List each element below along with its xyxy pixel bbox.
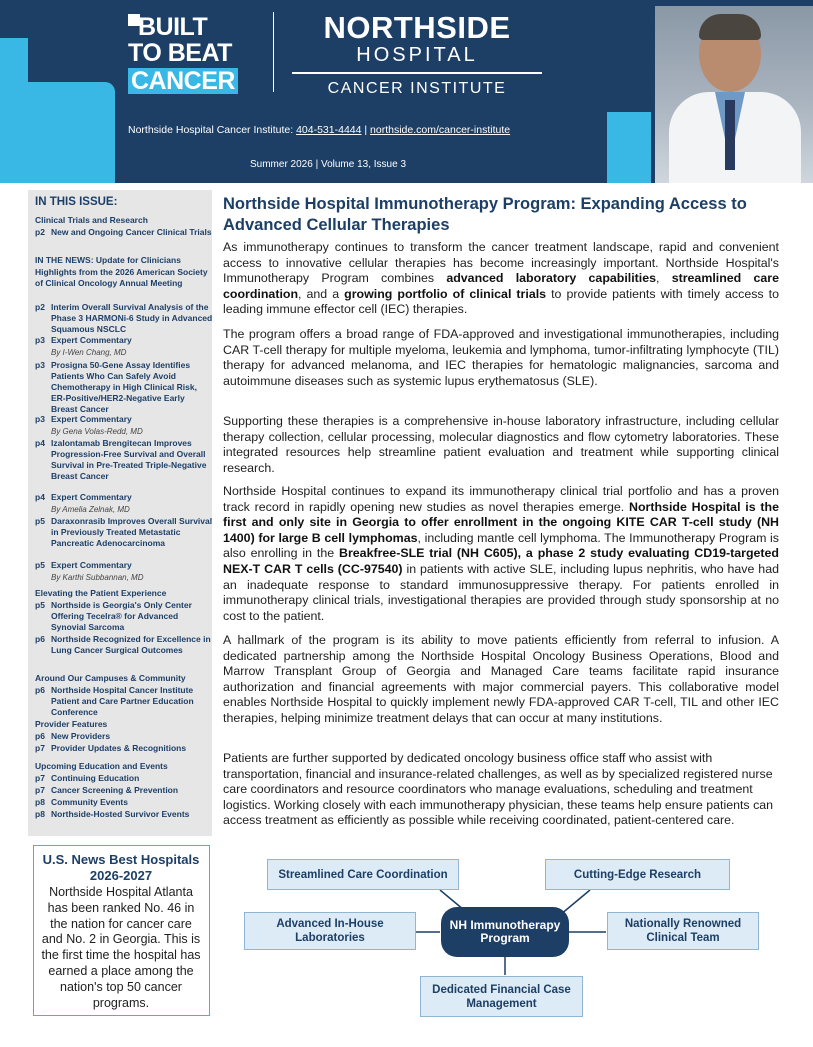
p4-text-d: in patients with active SLE, including lupus nephritis, who have had an inadequate response to standard immunosuppressive therapy. For patients enrolled in immunotherapy clinical trials, investigational therapies are provided through study sponsorship at no cost to the patient.	[223, 561, 779, 623]
item-title: Northside is Georgia's Only Center Offering Tecelra® for Advanced Synovial Sarcoma	[51, 600, 192, 632]
built-to-beat-cancer-logo	[128, 14, 238, 94]
diagram-node-streamlined-care: Streamlined Care Coordination	[267, 859, 459, 890]
page-number: p7	[35, 773, 45, 783]
p4-text-a: Northside Hospital continues to expand its immunotherapy clinical trial portfolio and has a proven track record in rapidly opening new studies as novel therapies emerge.	[223, 484, 779, 514]
brand-sub: HOSPITAL	[356, 44, 478, 66]
article-paragraph-4	[223, 484, 779, 624]
article-paragraph-1	[223, 240, 779, 318]
p4-bold-2: Breakfree-SLE trial (NH C605), a phase 2 study evaluating CD19-targeted NEX-T CAR T cells (CC-97540)	[223, 546, 779, 576]
item-author: By Karthi Subbannan, MD	[51, 573, 144, 582]
item-title: Northside Hospital Cancer Institute Patient and Care Partner Education Conference	[51, 685, 194, 717]
diagram-node-clinical-team: Nationally Renowned Clinical Team	[607, 912, 759, 950]
item-title: Expert Commentary	[51, 414, 132, 424]
accent-block-left	[0, 82, 115, 183]
item-author: By Gena Volas-Redd, MD	[51, 427, 143, 436]
p4-text-c: , including mantle cell lymphoma. The Immunotherapy Program is also enrolling in the	[223, 530, 779, 561]
sidebar-news-lead: Highlights from the 2026 American Society of Clinical Oncology Annual Meeting	[35, 267, 208, 288]
article-paragraph-2: The program offers a broad range of FDA-approved and investigational immunotherapies, including CAR T-cell therapy for multiple myeloma, leukemia and lymphoma, tumor-infiltrating lymphocyte (TIL) therapy for advanced melanoma, and IEC therapies for hematologic malignancies, sarcoma and autoimmune diseases such as systemic lupus erythematosus (SLE).	[223, 327, 779, 388]
item-title: Cancer Screening & Prevention	[51, 785, 179, 795]
item-title: New Providers	[51, 731, 111, 741]
diagram-center-program: NH Immunotherapy Program	[441, 907, 569, 957]
us-news-callout	[33, 845, 210, 1016]
item-title: Continuing Education	[51, 773, 140, 783]
sidebar-section-news: IN THE NEWS: Update for Clinicians	[35, 255, 181, 265]
brand-rule	[292, 72, 542, 74]
item-title: Provider Updates & Recognitions	[51, 743, 187, 753]
contact-line	[128, 124, 510, 136]
logo-line-3: CANCER	[128, 68, 238, 94]
article-paragraph-6: Patients are further supported by dedicated oncology business office staff who assist with transportation, financial and insurance-related challenges, as well as by specialized registered nurse care coordinators and resource coordinators who manage evaluations, scheduling and treatment logistics. Working closely with each immunotherapy physician, these teams help ensure patients can access treatment as efficiently as possible while receiving coordinated, patient-centered care.	[223, 751, 774, 828]
sidebar-section-campuses: Around Our Campuses & Community	[35, 673, 186, 683]
page-number: p6	[35, 731, 45, 741]
sidebar-section-provider: Provider Features	[35, 719, 108, 729]
page-number: p6	[35, 634, 45, 644]
article-paragraph-5: A hallmark of the program is its ability to move patients efficiently from referral to infusion. A dedicated partnership among the Northside Hospital Oncology Business Operations, Blood and Marrow Transplant Group of Georgia and Managed Care teams facilitate rapid insurance authorization and financial agreements with major commercial payers. This collaborative model enables Northside Hospital to quickly implement newly FDA-approved CAR T-cell, TIL and other IEC therapies, helping minimize treatment delays that can occur at many institutions.	[223, 633, 779, 725]
item-author: By Amelia Zelnak, MD	[51, 505, 130, 514]
page-number: p8	[35, 797, 45, 807]
page-number: p5	[35, 600, 45, 610]
doctor-photo	[655, 6, 813, 183]
page-number: p3	[35, 360, 45, 370]
item-title: Daraxonrasib Improves Overall Survival in Previously Treated Metastatic Pancreatic Adenocarcinoma	[51, 516, 213, 548]
contact-prefix: Northside Hospital Cancer Institute:	[128, 124, 297, 136]
p1-text-a: As immunotherapy continues to transform the cancer treatment landscape, rapid and convenient access to innovative cellular therapies has become increasingly important. Northside Hospital's Immunotherapy Program combines	[223, 240, 779, 286]
item-title: New and Ongoing Cancer Clinical Trials	[51, 227, 212, 237]
item-title: Interim Overall Survival Analysis of the Phase 3 HARMONi-6 Study in Advanced Squamous NSCLC	[51, 302, 213, 334]
item-title: Community Events	[51, 797, 128, 807]
photo-hair	[699, 14, 761, 40]
item-author: By I-Wen Chang, MD	[51, 348, 127, 357]
page-number: p7	[35, 785, 45, 795]
item-title: Northside-Hosted Survivor Events	[51, 809, 190, 819]
website-link[interactable]: northside.com/cancer-institute	[370, 124, 511, 136]
page-number: p5	[35, 516, 45, 526]
item-title: Expert Commentary	[51, 560, 132, 570]
page-number: p6	[35, 685, 45, 695]
program-diagram	[230, 855, 805, 1025]
sidebar-section-elevating: Elevating the Patient Experience	[35, 588, 167, 598]
phone-link[interactable]: 404-531-4444	[296, 124, 362, 136]
diagram-node-laboratories: Advanced In-House Laboratories	[244, 912, 416, 950]
p1-bold-1: advanced laboratory capabilities	[446, 271, 657, 286]
page-number: p4	[35, 492, 45, 502]
logo-line-2: TO BEAT	[128, 39, 232, 67]
page-number: p8	[35, 809, 45, 819]
page-number: p5	[35, 560, 45, 570]
item-title: Expert Commentary	[51, 335, 132, 345]
accent-block-top-left	[0, 38, 28, 86]
sidebar-section-upcoming: Upcoming Education and Events	[35, 761, 168, 771]
page-number: p7	[35, 743, 45, 753]
page-number: p2	[35, 302, 45, 312]
item-title: Izalontamab Brengitecan Improves Progression-Free Survival and Overall Survival in Pre-Treated Triple-Negative Breast Cancer	[51, 438, 207, 481]
brand-name: NORTHSIDE	[323, 10, 511, 45]
p1-text-c: ,	[656, 271, 672, 286]
brand-institute: CANCER INSTITUTE	[327, 80, 507, 97]
p1-text-d: , and a	[298, 286, 345, 301]
issue-line: Summer 2026 | Volume 13, Issue 3	[250, 159, 407, 170]
photo-tie	[725, 100, 735, 170]
page-number: p3	[35, 335, 45, 345]
p1-bold-3: growing portfolio of clinical trials	[344, 286, 547, 301]
sidebar-title: IN THIS ISSUE:	[35, 196, 118, 208]
diagram-node-research: Cutting-Edge Research	[545, 859, 730, 890]
item-title: Expert Commentary	[51, 492, 132, 502]
p4-bold-1: Northside Hospital is the first and only site in Georgia to offer enrollment in the ongoing KITE CAR T-cell study (NH 1400) for large B cell lymphomas	[223, 499, 780, 545]
item-title: Prosigna 50-Gene Assay Identifies Patients Who Can Safely Avoid Chemotherapy in High Clinical Risk, ER-Positive/HER2-Negative Early Breast Cancer	[51, 360, 197, 414]
masthead	[0, 0, 813, 183]
item-title: Northside Recognized for Excellence in Lung Cancer Surgical Outcomes	[51, 634, 211, 655]
p1-text-e: to provide patients with timely access to leading immune effector cell (IEC) therapies.	[223, 286, 779, 317]
us-news-heading: U.S. News Best Hospitals 2026-2027	[42, 852, 200, 883]
accent-block-right	[607, 112, 651, 183]
diagram-node-financial: Dedicated Financial Case Management	[420, 976, 583, 1017]
p1-bold-2: streamlined care coordination	[223, 271, 779, 301]
header-divider	[273, 12, 274, 92]
page-number: p2	[35, 227, 45, 237]
article-title: Northside Hospital Immunotherapy Program: Expanding Access to Advanced Cellular Therapies	[223, 195, 747, 234]
sidebar-section-clinical: Clinical Trials and Research	[35, 215, 148, 225]
page-number: p3	[35, 414, 45, 424]
page-number: p4	[35, 438, 45, 448]
contact-separator: |	[361, 124, 371, 136]
us-news-body: Northside Hospital Atlanta has been ranked No. 46 in the nation for cancer care and No. 2 in Georgia. This is the first time the hospital has earned a place among the nation's top 50 cancer programs.	[41, 885, 201, 1010]
article-paragraph-3: Supporting these therapies is a comprehensive in-house laboratory infrastructure, including cellular therapy collection, cellular processing, molecular diagnostics and flow cytometry laboratories. These integrated resources help streamline patient evaluation and treatment while supporting clinical research.	[223, 414, 779, 475]
logo-line-1: BUILT	[138, 13, 208, 41]
